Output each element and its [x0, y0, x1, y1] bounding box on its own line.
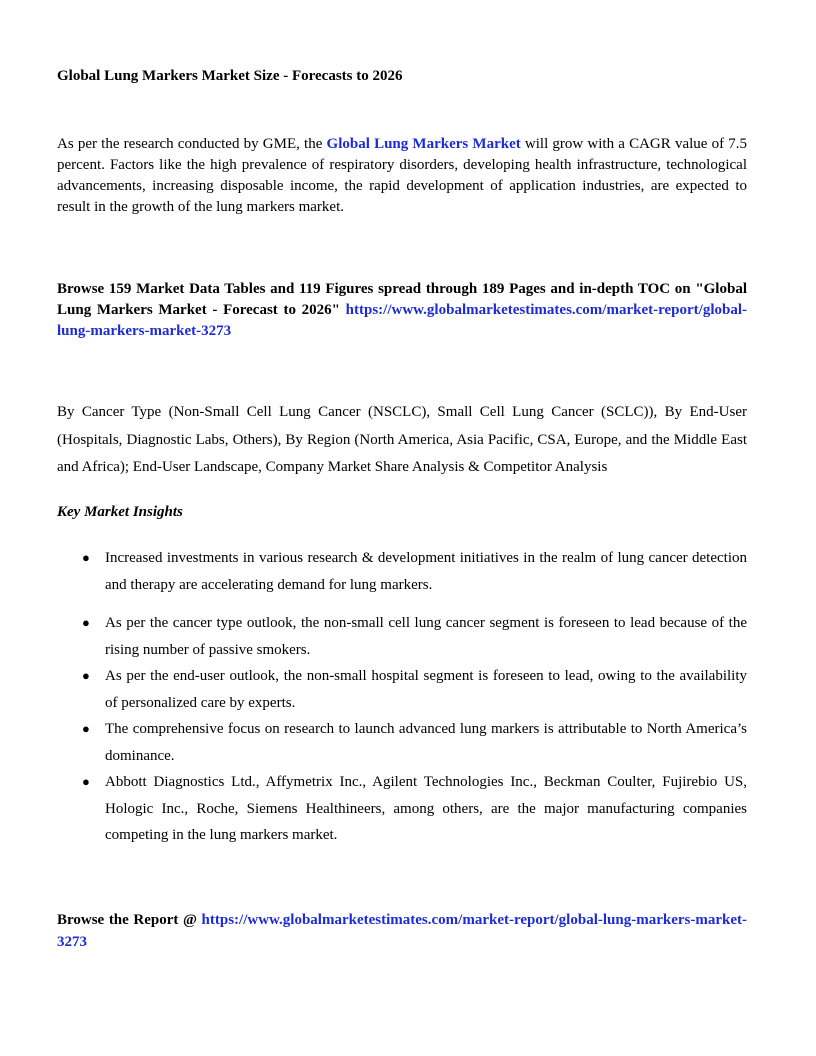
market-link[interactable]: Global Lung Markers Market — [326, 136, 521, 152]
list-item-text: As per the cancer type outlook, the non-small cell lung cancer segment is foreseen to lead because of the rising number of passive smokers. — [105, 615, 747, 658]
bullet-icon: ● — [82, 550, 90, 565]
list-item — [57, 663, 747, 716]
bullet-icon: ● — [82, 721, 90, 736]
insights-heading: Key Market Insights — [57, 504, 183, 520]
list-item — [57, 610, 747, 663]
browse-toc-paragraph — [57, 279, 747, 342]
browse-report-text: Browse the Report @ — [57, 912, 202, 928]
list-item — [57, 769, 747, 849]
page-title: Global Lung Markers Market Size - Forecasts to 2026 — [57, 68, 403, 84]
list-item-text: Increased investments in various research & development initiatives in the realm of lung cancer detection and therapy are accelerating demand for lung markers. — [105, 550, 747, 593]
intro-text-before: As per the research conducted by GME, the — [57, 136, 327, 152]
browse-report-link[interactable]: https://www.globalmarketestimates.com/market-report/global-lung-markers-market-3273 — [57, 912, 747, 950]
list-item — [57, 545, 747, 598]
list-item-text: The comprehensive focus on research to launch advanced lung markers is attributable to North America’s dominance. — [105, 721, 747, 764]
intro-text-after: will grow with a CAGR value of 7.5 percent. Factors like the high prevalence of respiratory disorders, developing health infrastructure, technological advancements, increasing disposable income, the rapid development of application industries, are expected to result in the growth of the lung markers market. — [57, 136, 748, 215]
bullet-icon: ● — [82, 615, 90, 630]
list-item — [57, 716, 747, 769]
browse-toc-text: Browse 159 Market Data Tables and 119 Figures spread through 189 Pages and in-depth TOC on "Global Lung Markers Market - Forecast to 2026" — [57, 281, 747, 318]
list-item-text: As per the end-user outlook, the non-small hospital segment is foreseen to lead, owing to the availability of personalized care by experts. — [105, 668, 747, 711]
list-item-text: Abbott Diagnostics Ltd., Affymetrix Inc., Agilent Technologies Inc., Beckman Coulter, Fujirebio US, Hologic Inc., Roche, Siemens Healthineers, among others, are the major manufacturing companies competing in the lung markers market. — [105, 774, 747, 843]
bullet-icon: ● — [82, 668, 90, 683]
segments-paragraph: By Cancer Type (Non-Small Cell Lung Cancer (NSCLC), Small Cell Lung Cancer (SCLC)), By End-User (Hospitals, Diagnostic Labs, Others), By Region (North America, Asia Pacific, CSA, Europe, and the Middle East and Africa); End-User Landscape, Company Market Share Analysis & Competitor Analysis — [57, 404, 747, 475]
insights-list — [57, 545, 747, 849]
browse-report-paragraph — [57, 909, 747, 953]
bullet-icon: ● — [82, 774, 90, 789]
document-page — [57, 0, 747, 1056]
browse-toc-link[interactable]: https://www.globalmarketestimates.com/market-report/global-lung-markers-market-3273 — [57, 302, 747, 339]
intro-paragraph — [57, 134, 747, 218]
